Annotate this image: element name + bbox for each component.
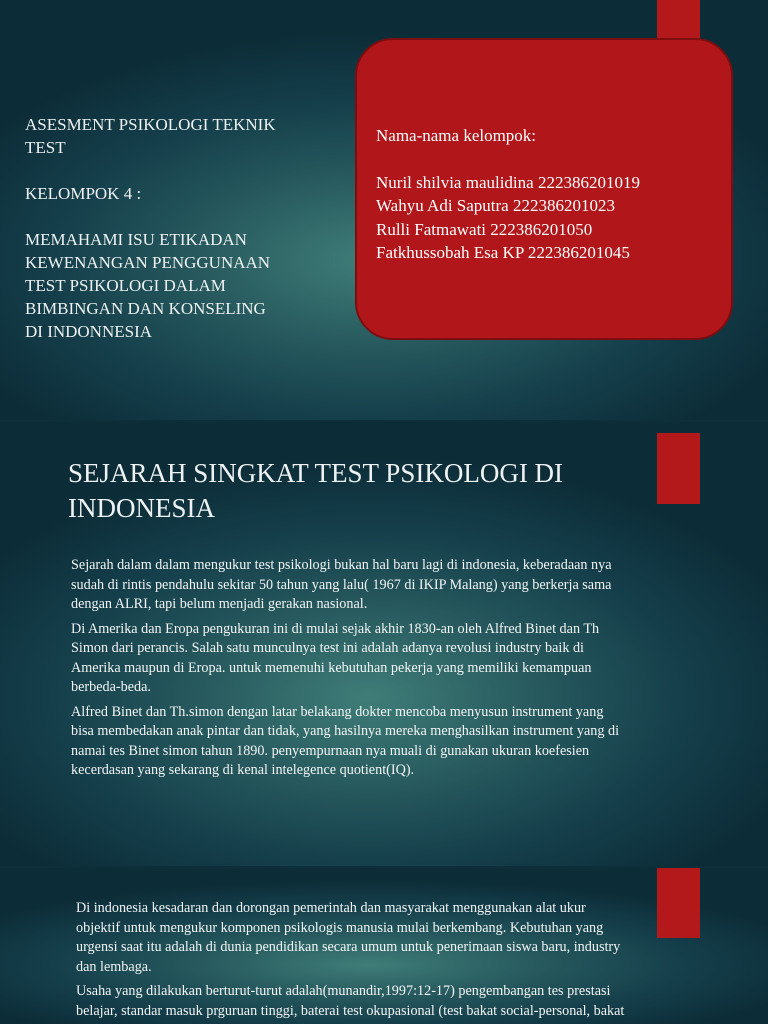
- slide-1: [0, 0, 768, 420]
- slide-2: [0, 422, 768, 866]
- title-line: ASESMENT PSIKOLOGI TEKNIK: [25, 115, 276, 134]
- body-paragraph: [71, 703, 701, 781]
- presentation-title: [25, 113, 325, 159]
- text-line: dengan ALRI, tapi belum menjadi gerakan nasional.: [71, 596, 368, 612]
- text-line: Amerika maupun di Eropa. untuk memenuhi kebutuhan pekerja yang memiliki kemampuan: [71, 659, 592, 676]
- topic-line: DI INDONNESIA: [25, 322, 153, 341]
- slide-body: [71, 556, 701, 786]
- body-paragraph: [71, 620, 701, 698]
- text-line: Di Amerika dan Eropa pengukuran ini di mulai sejak akhir 1830-an oleh Alfred Binet dan Th: [71, 620, 600, 637]
- slide-1-title-block: [25, 113, 325, 366]
- member-item: Wahyu Adi Saputra 222386201023: [376, 196, 615, 215]
- members-text: [376, 124, 640, 265]
- text-line: belajar, standar masuk prguruan tinggi, baterai test okupasional (test bakat social-personal, bakat: [76, 1002, 625, 1019]
- members-box: [355, 38, 733, 340]
- text-line: Sejarah dalam dalam mengukur test psikologi bukan hal baru lagi di indonesia, keberadaan nya: [71, 557, 612, 573]
- title-line: TEST: [25, 138, 66, 157]
- text-line: berbeda-beda.: [71, 679, 151, 695]
- topic-line: MEMAHAMI ISU ETIKADAN: [25, 230, 247, 249]
- member-item: Nuril shilvia maulidina 222386201019: [376, 172, 640, 192]
- text-line: dan lembaga.: [76, 958, 152, 975]
- slide-3: [0, 868, 768, 1024]
- slide-title-line: SEJARAH SINGKAT TEST PSIKOLOGI DI: [68, 458, 564, 488]
- text-line: objektif untuk mengukur komponen psikologis manusia mulai berkembang. Kebutuhan yang: [76, 919, 604, 936]
- topic-line: TEST PSIKOLOGI DALAM: [25, 276, 226, 295]
- members-heading: Nama-nama kelompok:: [376, 126, 537, 145]
- topic-line: BIMBINGAN DAN KONSELING: [25, 299, 266, 318]
- body-paragraph: [76, 982, 716, 1021]
- slide-title-line: INDONESIA: [68, 493, 215, 523]
- body-paragraph: [76, 899, 716, 977]
- text-line: bisa membedakan anak pintar dan tidak, yang hasilnya mereka menghasilkan instrument yang di: [71, 723, 620, 739]
- body-paragraph: [71, 556, 701, 615]
- text-line: Simon dari perancis. Salah satu munculnya test ini adalah adanya revolusi industry baik di: [71, 640, 584, 656]
- text-line: urgensi saat itu adalah di dunia pendidikan secara umum untuk penerimaan siswa baru, industry: [76, 939, 621, 955]
- text-line: sudah di rintis pendahulu sekitar 50 tahun yang lalu( 1967 di IKIP Malang) yang berkerja sama: [71, 576, 612, 593]
- slide-body: [76, 899, 716, 1024]
- text-line: namai tes Binet simon tahun 1890. penyempurnaan nya muali di gunakan ukuran koefesien: [71, 742, 590, 759]
- accent-bar: [657, 0, 700, 42]
- topic-line: KEWENANGAN PENGGUNAAN: [25, 253, 271, 272]
- member-item: Rulli Fatmawati 222386201050: [376, 219, 593, 239]
- member-item: Fatkhussobah Esa KP 222386201045: [376, 243, 630, 262]
- topic-title: [25, 228, 325, 343]
- text-line: kecerdasan yang sekarang di kenal intelegence quotient(IQ).: [71, 762, 415, 778]
- text-line: Usaha yang dilakukan berturut-turut adalah(munandir,1997:12-17) pengembangan tes prestasi: [76, 983, 611, 999]
- group-label: KELOMPOK 4 :: [25, 184, 142, 203]
- text-line: Alfred Binet dan Th.simon dengan latar belakang dokter mencoba menyusun instrument yang: [71, 703, 604, 720]
- slide-title: [68, 456, 628, 526]
- accent-bar: [657, 433, 700, 504]
- text-line: Di indonesia kesadaran dan dorongan pemerintah dan masyarakat menggunakan alat ukur: [76, 900, 586, 916]
